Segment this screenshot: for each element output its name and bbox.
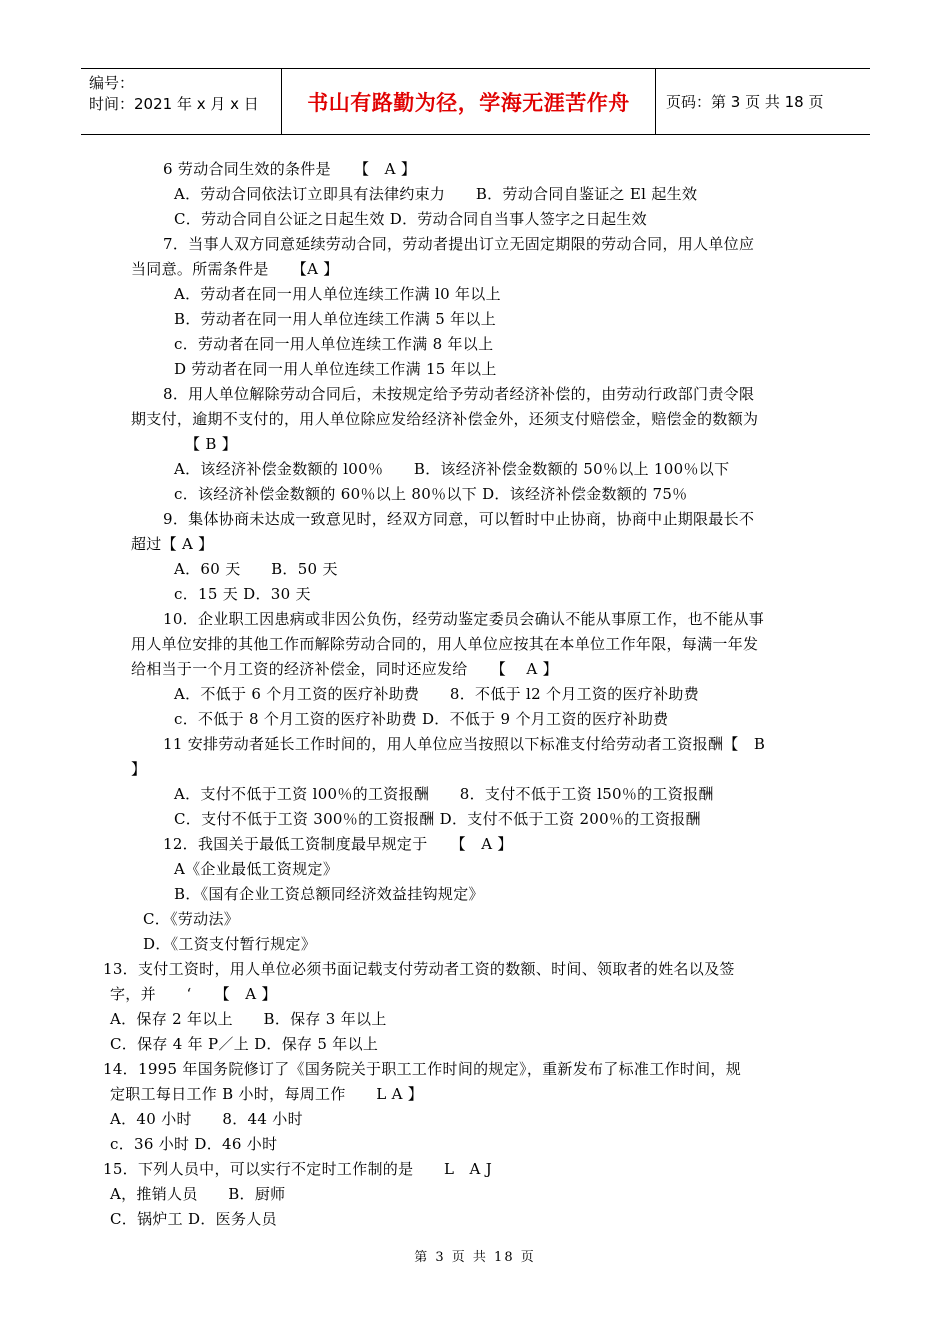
question-14-option-ab: A．40 小时 8．44 小时 bbox=[110, 1110, 303, 1128]
question-15-option-cd: C．锅炉工 D．医务人员 bbox=[110, 1210, 277, 1228]
question-7-line-2: 当同意。所需条件是 【A 】 bbox=[131, 260, 339, 278]
page-footer: 第 3 页 共 18 页 bbox=[414, 1250, 536, 1265]
question-8-line-2: 期支付，逾期不支付的，用人单位除应发给经济补偿金外，还须支付赔偿金，赔偿金的数额为 bbox=[131, 410, 759, 428]
question-7-option-d: D 劳动者在同一用人单位连续工作满 15 年以上 bbox=[174, 360, 497, 378]
question-8-answer: 【 B 】 bbox=[185, 435, 238, 453]
question-11-line-1: 11 安排劳动者延长工作时间的，用人单位应当按照以下标准支付给劳动者工资报酬【 B bbox=[163, 735, 766, 753]
question-11-option-cd: C．支付不低于工资 300％的工资报酬 D．支付不低于工资 200％的工资报酬 bbox=[174, 810, 701, 828]
question-12-line: 12．我国关于最低工资制度最早规定于 【 A 】 bbox=[163, 835, 513, 853]
question-6-option-ab: A．劳动合同依法订立即具有法律约束力 B．劳动合同自鉴证之 El 起生效 bbox=[174, 185, 698, 203]
question-9-option-cd: c．15 天 D．30 天 bbox=[174, 585, 311, 603]
question-10-option-ab: A．不低于 6 个月工资的医疗补助费 8．不低于 l2 个月工资的医疗补助费 bbox=[174, 685, 700, 703]
question-14-line-2: 定职工每日工作 B 小时，每周工作 L A 】 bbox=[110, 1085, 424, 1103]
question-9-line-1: 9．集体协商未达成一致意见时，经双方同意，可以暂时中止协商，协商中止期限最长不 bbox=[163, 510, 755, 528]
question-6-option-cd: C．劳动合同自公证之日起生效 D．劳动合同自当事人签字之日起生效 bbox=[174, 210, 647, 228]
question-15-option-ab: A，推销人员 B．厨师 bbox=[110, 1185, 286, 1203]
question-7-option-a: A．劳动者在同一用人单位连续工作满 l0 年以上 bbox=[174, 285, 501, 303]
question-14-line-1: 14．1995 年国务院修订了《国务院关于职工工作时间的规定》，重新发布了标准工作时间，规 bbox=[103, 1060, 742, 1078]
question-13-option-ab: A．保存 2 年以上 B．保存 3 年以上 bbox=[110, 1010, 387, 1028]
question-10-line-3: 给相当于一个月工资的经济补偿金，同时还应发给 【 A 】 bbox=[131, 660, 558, 678]
question-6-line: 6 劳动合同生效的条件是 【 A 】 bbox=[163, 160, 417, 178]
header-page-cell bbox=[656, 69, 870, 134]
question-11-option-ab: A．支付不低于工资 l00％的工资报酬 8．支付不低于工资 l50％的工资报酬 bbox=[174, 785, 714, 803]
header-page-info: 页码：第 3 页 共 18 页 bbox=[666, 93, 824, 111]
question-9-option-ab: A．60 天 B．50 天 bbox=[174, 560, 338, 578]
question-8-line-1: 8．用人单位解除劳动合同后，未按规定给予劳动者经济补偿的，由劳动行政部门责令限 bbox=[163, 385, 755, 403]
question-14-option-cd: c．36 小时 D．46 小时 bbox=[110, 1135, 278, 1153]
question-8-option-ab: A．该经济补偿金数额的 l00％ B．该经济补偿金数额的 50％以上 100％以下 bbox=[174, 460, 730, 478]
question-13-line-1: 13．支付工资时，用人单位必须书面记载支付劳动者工资的数额、时间、领取者的姓名以及签 bbox=[103, 960, 735, 978]
question-11-line-2: 】 bbox=[131, 760, 147, 778]
question-10-option-cd: c．不低于 8 个月工资的医疗补助费 D．不低于 9 个月工资的医疗补助费 bbox=[174, 710, 669, 728]
header-meta bbox=[81, 69, 282, 134]
question-13-option-cd: C．保存 4 年 P／上 D．保存 5 年以上 bbox=[110, 1035, 379, 1053]
question-12-option-d: D．《工资支付暂行规定》 bbox=[143, 935, 317, 953]
question-12-option-c: C．《劳动法》 bbox=[143, 910, 240, 928]
question-12-option-a: A《企业最低工资规定》 bbox=[174, 860, 339, 878]
question-7-line-1: 7．当事人双方同意延续劳动合同，劳动者提出订立无固定期限的劳动合同，用人单位应 bbox=[163, 235, 755, 253]
question-12-option-b: B．《国有企业工资总额同经济效益挂钩规定》 bbox=[174, 885, 484, 903]
document-date-label: 时间：2021 年 x 月 x 日 bbox=[89, 95, 259, 113]
header-motto: 书山有路勤为径，学海无涯苦作舟 bbox=[307, 90, 630, 115]
question-7-option-b: B．劳动者在同一用人单位连续工作满 5 年以上 bbox=[174, 310, 497, 328]
question-13-line-2: 字，并 ‘ 【 A 】 bbox=[110, 985, 277, 1003]
page-header bbox=[81, 68, 870, 135]
document-number-label: 编号： bbox=[89, 74, 135, 92]
question-8-option-cd: c．该经济补偿金数额的 60％以上 80％以下 D．该经济补偿金数额的 75％ bbox=[174, 485, 688, 503]
question-7-option-c: c．劳动者在同一用人单位连续工作满 8 年以上 bbox=[174, 335, 494, 353]
question-15-line: 15．下列人员中，可以实行不定时工作制的是 L A J bbox=[103, 1160, 493, 1178]
header-motto-cell bbox=[282, 69, 656, 134]
question-10-line-1: 10．企业职工因患病或非因公负伤，经劳动鉴定委员会确认不能从事原工作，也不能从事 bbox=[163, 610, 765, 628]
question-9-line-2: 超过【 A 】 bbox=[131, 535, 214, 553]
question-10-line-2: 用人单位安排的其他工作而解除劳动合同的，用人单位应按其在本单位工作年限，每满一年发 bbox=[131, 635, 759, 653]
